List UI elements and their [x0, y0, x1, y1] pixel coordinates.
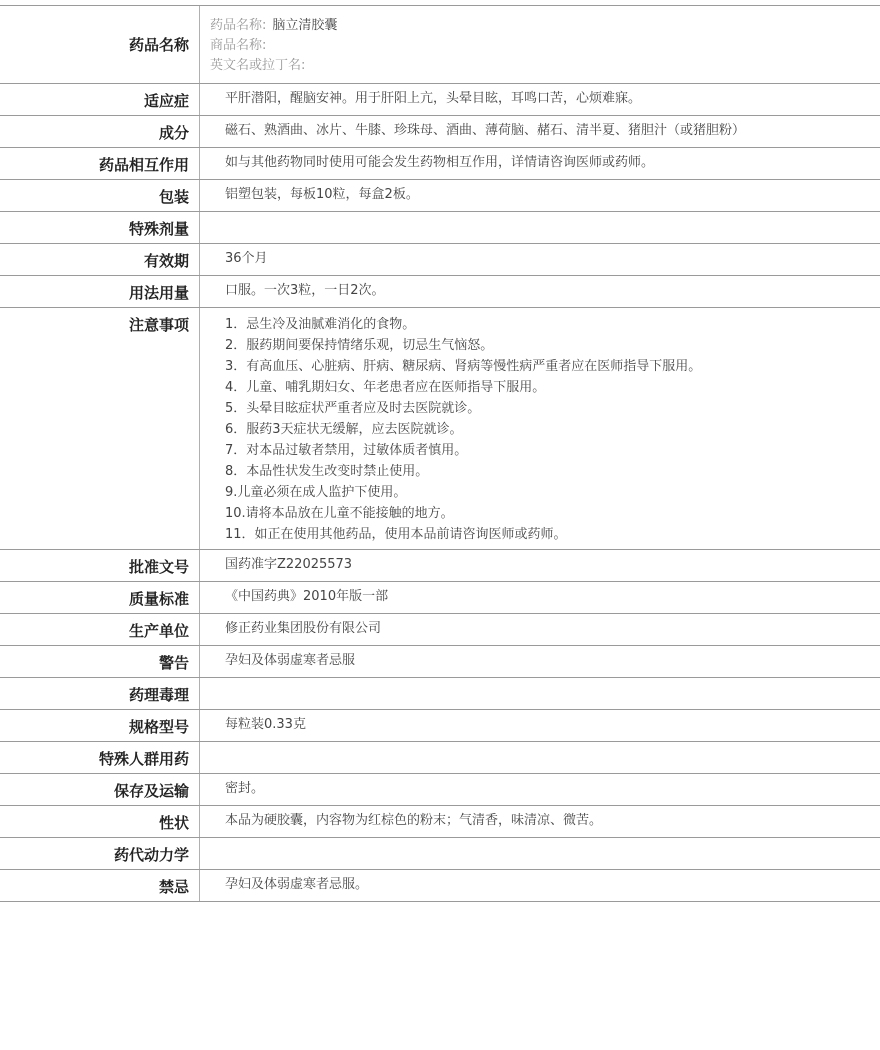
drug-spec-table	[0, 5, 880, 902]
row-storage	[0, 774, 880, 806]
row-value: 如与其他药物同时使用可能会发生药物相互作用，详情请咨询医师或药师。	[225, 155, 655, 170]
row-value: 国药准字Z22025573	[225, 557, 353, 572]
list-item: 4．儿童、哺乳期妇女、年老患者应在医师指导下服用。	[225, 380, 546, 395]
list-item: 9.儿童必须在成人监护下使用。	[225, 485, 407, 500]
row-value: 孕妇及体弱虚寒者忌服。	[225, 877, 369, 892]
row-value	[200, 678, 880, 709]
list-item: 6．服药3天症状无缓解，应去医院就诊。	[225, 422, 463, 437]
row-warning	[0, 646, 880, 678]
name-values	[200, 6, 880, 83]
row-toxicology	[0, 678, 880, 710]
row-label: 有效期	[0, 244, 200, 275]
row-usage	[0, 276, 880, 308]
row-specification	[0, 710, 880, 742]
trade-name-line	[210, 36, 880, 56]
row-contraindications	[0, 870, 880, 902]
row-indication	[0, 84, 880, 116]
row-label: 药品相互作用	[0, 148, 200, 179]
row-label: 注意事项	[0, 308, 200, 549]
row-value: 孕妇及体弱虚寒者忌服	[225, 653, 356, 668]
row-interactions	[0, 148, 880, 180]
row-label: 批准文号	[0, 550, 200, 581]
latin-name-key: 英文名或拉丁名:	[210, 58, 306, 73]
row-precautions	[0, 308, 880, 550]
row-value: 本品为硬胶囊，内容物为红棕色的粉末；气清香，味清凉、微苦。	[225, 813, 603, 828]
row-value: 修正药业集团股份有限公司	[225, 621, 382, 636]
row-manufacturer	[0, 614, 880, 646]
row-label: 性状	[0, 806, 200, 837]
row-value	[200, 742, 880, 773]
row-value	[200, 212, 880, 243]
row-label: 禁忌	[0, 870, 200, 901]
row-label: 特殊剂量	[0, 212, 200, 243]
row-label: 药代动力学	[0, 838, 200, 869]
row-value: 每粒装0.33克	[225, 717, 306, 732]
row-label: 生产单位	[0, 614, 200, 645]
list-item: 11．如正在使用其他药品，使用本品前请咨询医师或药师。	[225, 527, 567, 542]
row-value: 平肝潜阳，醒脑安神。用于肝阳上亢，头晕目眩，耳鸣口苦，心烦难寐。	[225, 91, 642, 106]
row-label: 适应症	[0, 84, 200, 115]
row-value: 密封。	[225, 781, 265, 796]
list-item: 10.请将本品放在儿童不能接触的地方。	[225, 506, 454, 521]
precautions-list	[200, 308, 880, 549]
row-label: 用法用量	[0, 276, 200, 307]
generic-name-line	[210, 16, 880, 36]
row-appearance	[0, 806, 880, 838]
row-shelf-life	[0, 244, 880, 276]
row-pharmacokinetics	[0, 838, 880, 870]
row-label: 特殊人群用药	[0, 742, 200, 773]
list-item: 1．忌生冷及油腻难消化的食物。	[225, 317, 416, 332]
row-value	[200, 838, 880, 869]
generic-name-key: 药品名称:	[210, 18, 267, 33]
row-label: 保存及运输	[0, 774, 200, 805]
row-label: 警告	[0, 646, 200, 677]
row-quality-standard	[0, 582, 880, 614]
row-special-groups	[0, 742, 880, 774]
row-label: 药品名称	[0, 6, 200, 83]
row-packaging	[0, 180, 880, 212]
list-item: 5．头晕目眩症状严重者应及时去医院就诊。	[225, 401, 481, 416]
row-label: 药理毒理	[0, 678, 200, 709]
row-label: 成分	[0, 116, 200, 147]
row-value: 口服。一次3粒，一日2次。	[225, 283, 385, 298]
list-item: 8．本品性状发生改变时禁止使用。	[225, 464, 429, 479]
row-drug-name	[0, 6, 880, 84]
list-item: 3．有高血压、心脏病、肝病、糖尿病、肾病等慢性病严重者应在医师指导下服用。	[225, 359, 702, 374]
row-ingredients	[0, 116, 880, 148]
row-value: 磁石、熟酒曲、冰片、牛膝、珍珠母、酒曲、薄荷脑、赭石、清半夏、猪胆汁（或猪胆粉）	[225, 123, 746, 138]
row-approval-number	[0, 550, 880, 582]
latin-name-line	[210, 56, 880, 76]
list-item: 7．对本品过敏者禁用，过敏体质者慎用。	[225, 443, 468, 458]
row-label: 包装	[0, 180, 200, 211]
list-item: 2．服药期间要保持情绪乐观，切忌生气恼怒。	[225, 338, 494, 353]
row-value: 铝塑包装，每板10粒，每盒2板。	[225, 187, 419, 202]
row-value: 36个月	[225, 251, 268, 266]
row-special-dose	[0, 212, 880, 244]
row-label: 规格型号	[0, 710, 200, 741]
row-value: 《中国药典》2010年版一部	[225, 589, 389, 604]
generic-name-value: 脑立清胶囊	[272, 18, 338, 33]
row-label: 质量标准	[0, 582, 200, 613]
trade-name-key: 商品名称:	[210, 38, 267, 53]
